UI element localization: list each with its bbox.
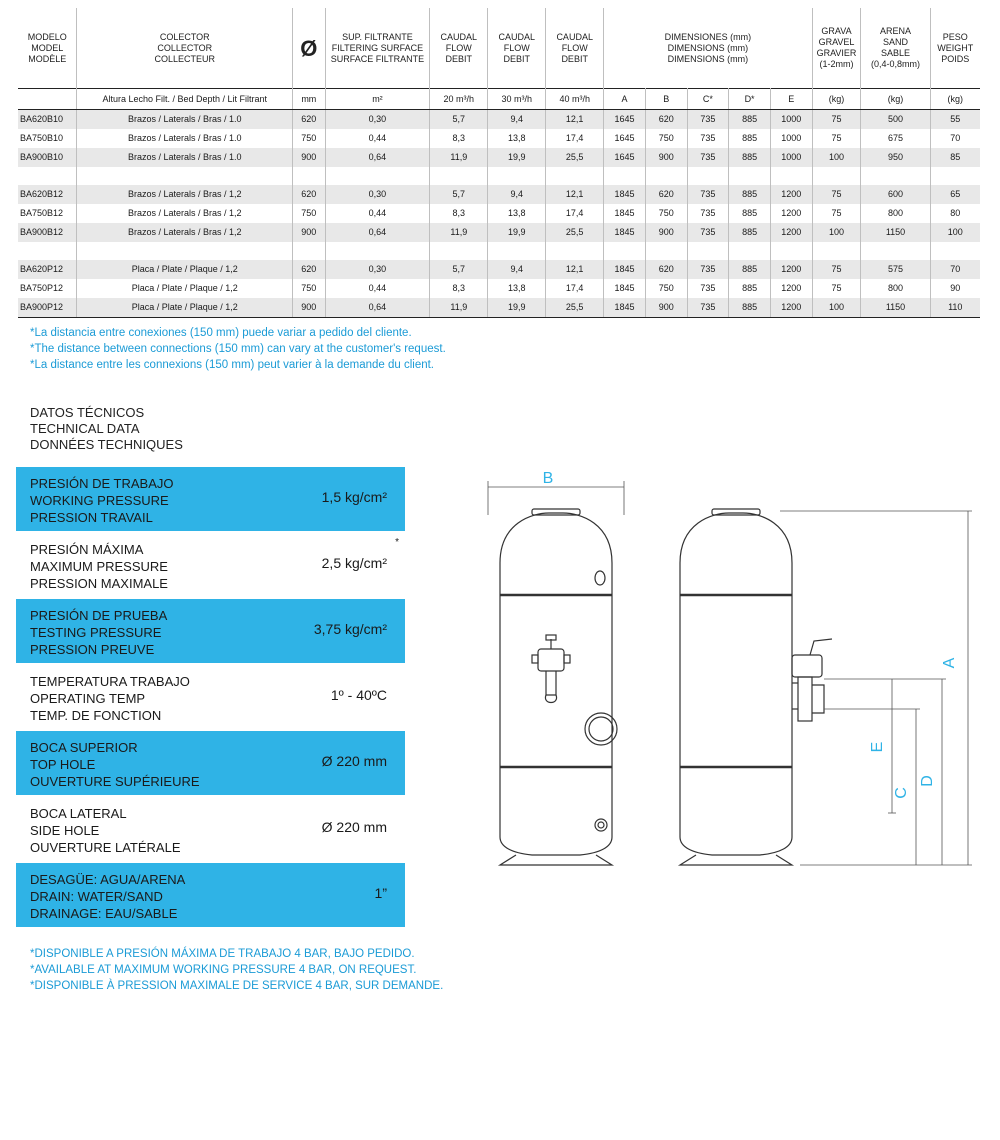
table-cell: 1200 [770, 279, 812, 298]
table-cell: 19,9 [488, 148, 546, 167]
dim-label-d: D [919, 775, 936, 787]
table-cell: 9,4 [488, 185, 546, 204]
column-header-gravel [812, 8, 861, 89]
tech-value: 3,75 kg/cm² [313, 621, 387, 637]
header-line: DIMENSIONS (mm) [667, 53, 749, 64]
header-line: FLOW [445, 42, 472, 53]
tech-value: 1” [374, 885, 387, 901]
tech-value: 1º - 40ºC [330, 687, 387, 703]
unit-cell: D* [729, 89, 771, 110]
tech-value: 2,5 kg/cm² [321, 555, 387, 571]
table-cell: 885 [729, 185, 771, 204]
tech-label: SIDE HOLE [30, 823, 100, 838]
tech-label: PRESSION TRAVAIL [30, 510, 153, 525]
pressure-footnote [30, 946, 443, 994]
table-row [18, 204, 980, 223]
table-cell: Brazos / Laterals / Bras / 1,2 [77, 223, 293, 242]
table-cell: 0,44 [325, 129, 430, 148]
table-cell: 90 [950, 283, 961, 293]
table-cell: 5,7 [430, 260, 488, 279]
unit-cell: (kg) [812, 89, 861, 110]
header-line: DEBIT [561, 53, 588, 64]
table-cell: 1845 [604, 279, 646, 298]
table-cell: 735 [687, 148, 729, 167]
header-line: ARENA [879, 26, 911, 36]
header-line: (0,4-0,8mm) [870, 59, 920, 69]
unit-cell: C* [687, 89, 729, 110]
column-header-flow20 [430, 8, 488, 89]
table-cell: 900 [293, 298, 326, 318]
table-cell: 1200 [770, 298, 812, 318]
header-line: FILTERING SURFACE [331, 42, 424, 53]
table-cell: 110 [930, 298, 980, 318]
tech-label: MAXIMUM PRESSURE [30, 559, 168, 574]
table-cell: 1200 [770, 204, 812, 223]
table-cell: 620 [293, 185, 326, 204]
table-cell: 620 [645, 110, 687, 130]
table-cell: 1845 [604, 204, 646, 223]
table-cell: 500 [861, 110, 930, 130]
table-cell: Brazos / Laterals / Bras / 1.0 [77, 110, 293, 130]
dim-label-a: A [941, 657, 958, 669]
table-cell: 8,3 [430, 204, 488, 223]
table-cell: Placa / Plate / Plaque / 1,2 [77, 298, 293, 318]
table-cell: 885 [729, 260, 771, 279]
header-line: SURFACE FILTRANTE [330, 53, 425, 64]
table-cell: 1845 [604, 260, 646, 279]
tech-label: PRESIÓN MÁXIMA [30, 542, 144, 557]
table-cell: 1200 [770, 260, 812, 279]
table-cell: 13,8 [488, 204, 546, 223]
table-cell: 620 [645, 260, 687, 279]
footnote-es: *DISPONIBLE A PRESIÓN MÁXIMA DE TRABAJO 4 BAR, BAJO PEDIDO. [30, 948, 415, 960]
table-cell: 70 [930, 260, 980, 279]
unit-cell: mm [293, 89, 326, 110]
tech-label: TEMP. DE FONCTION [30, 708, 162, 723]
side-base [680, 855, 792, 865]
unit-cell: (kg) [930, 89, 980, 110]
table-cell: 735 [687, 223, 729, 242]
table-cell: 11,9 [430, 298, 488, 318]
header-line: FLOW [561, 42, 588, 53]
unit-cell: A [604, 89, 646, 110]
header-line: COLLECTEUR [154, 53, 216, 64]
table-cell: BA750B10 [18, 129, 77, 148]
tech-label: PRESIÓN DE TRABAJO [30, 476, 174, 491]
footnote-marker: * [395, 537, 399, 548]
column-header-weight [930, 8, 980, 89]
table-cell: 8,3 [430, 279, 488, 298]
table-cell: 0,44 [325, 279, 430, 298]
tech-label: PRESSION PREUVE [30, 642, 155, 657]
table-cell: 0,64 [325, 223, 430, 242]
title-en: TECHNICAL DATA [30, 421, 140, 436]
table-cell: 0,64 [325, 148, 430, 167]
table-cell: 85 [930, 148, 980, 167]
header-line: DIMENSIONES (mm) [664, 31, 752, 42]
column-header-flow30 [488, 8, 546, 89]
table-cell: 885 [729, 204, 771, 223]
table-cell: 750 [293, 129, 326, 148]
table-cell: 17,4 [546, 279, 604, 298]
tech-label: TOP HOLE [30, 757, 96, 772]
table-cell: 1150 [861, 298, 930, 318]
table-cell: 75 [812, 185, 861, 204]
table-cell: 1200 [770, 185, 812, 204]
table-cell: 735 [687, 185, 729, 204]
table-cell: 900 [645, 223, 687, 242]
table-cell: 1000 [770, 110, 812, 130]
side-tank-body [680, 513, 792, 855]
tech-label: TEMPERATURA TRABAJO [30, 674, 190, 689]
header-line: DEBIT [503, 53, 530, 64]
note-line-en: *The distance between connections (150 mm) can vary at the customer's request. [30, 343, 446, 355]
table-cell: 80 [950, 208, 961, 218]
table-cell: 885 [729, 298, 771, 318]
table-row [18, 279, 980, 298]
table-cell: 17,4 [546, 129, 604, 148]
tech-value: 1,5 kg/cm² [321, 489, 387, 505]
table-cell: Brazos / Laterals / Bras / 1,2 [77, 185, 293, 204]
tech-row [16, 665, 405, 729]
tech-row [16, 599, 405, 663]
unit-cell: 40 m³/h [546, 89, 604, 110]
table-cell: BA750P12 [18, 279, 77, 298]
header-line: MODELO [27, 31, 67, 42]
table-cell: 75 [812, 110, 861, 130]
dim-label-e: E [869, 741, 886, 753]
front-top-port [595, 571, 605, 585]
table-cell: 885 [729, 279, 771, 298]
table-cell: 12,1 [546, 260, 604, 279]
table-cell: 800 [861, 204, 930, 223]
table-cell: 1150 [861, 223, 930, 242]
table-cell: 19,9 [488, 223, 546, 242]
header-line: FLOW [503, 42, 530, 53]
table-cell: 9,4 [488, 110, 546, 130]
header-line: WEIGHT [937, 42, 974, 53]
tech-label: OUVERTURE LATÉRALE [30, 840, 181, 855]
table-cell: 100 [812, 148, 861, 167]
header-line: POIDS [941, 53, 970, 64]
table-row [18, 185, 980, 204]
header-line: CAUDAL [556, 31, 593, 42]
footnote-en: *AVAILABLE AT MAXIMUM WORKING PRESSURE 4 BAR, ON REQUEST. [30, 964, 417, 976]
table-cell: 0,30 [325, 185, 430, 204]
table-header-row [18, 8, 980, 89]
unit-cell: 20 m³/h [430, 89, 488, 110]
tech-label: DRAIN: WATER/SAND [30, 889, 163, 904]
table-cell: 100 [812, 223, 861, 242]
specs-table [18, 8, 980, 318]
technical-data-title [30, 405, 183, 453]
tech-label: WORKING PRESSURE [30, 493, 169, 508]
tech-value: Ø 220 mm [321, 819, 387, 835]
table-cell: 5,7 [430, 110, 488, 130]
note-line-fr: *La distance entre les connexions (150 mm) peut varier à la demande du client. [30, 359, 435, 371]
header-line: GRAVEL [818, 37, 855, 47]
unit-cell: E [770, 89, 812, 110]
column-header-flow40 [546, 8, 604, 89]
front-valve [538, 649, 564, 671]
table-cell: 1645 [604, 148, 646, 167]
dim-label-b: B [542, 470, 554, 487]
table-cell: Brazos / Laterals / Bras / 1.0 [77, 129, 293, 148]
table-cell: 9,4 [488, 260, 546, 279]
unit-cell: B [645, 89, 687, 110]
table-cell: 8,3 [430, 129, 488, 148]
table-cell: Brazos / Laterals / Bras / 1,2 [77, 204, 293, 223]
column-header-model [18, 8, 77, 89]
column-header-dimensions [604, 8, 812, 89]
table-cell: 885 [729, 148, 771, 167]
header-line: MODÈLE [28, 53, 67, 64]
tech-label: PRESIÓN DE PRUEBA [30, 608, 168, 623]
tech-label: OPERATING TEMP [30, 691, 146, 706]
table-cell: 11,9 [430, 223, 488, 242]
tech-row [16, 797, 405, 861]
table-cell: 735 [687, 279, 729, 298]
header-line: MODEL [31, 42, 64, 53]
table-cell: BA900P12 [18, 298, 77, 318]
table-cell: 1845 [604, 223, 646, 242]
table-cell: BA620B10 [18, 110, 77, 130]
table-cell: 885 [729, 129, 771, 148]
table-cell: 735 [687, 260, 729, 279]
table-cell: 25,5 [546, 223, 604, 242]
tech-label: TESTING PRESSURE [30, 625, 162, 640]
unit-cell: 30 m³/h [488, 89, 546, 110]
table-cell: 100 [812, 298, 861, 318]
table-cell: BA620P12 [18, 260, 77, 279]
header-line: COLLECTOR [157, 42, 213, 53]
header-line: SUP. FILTRANTE [342, 31, 413, 42]
header-line: DIMENSIONS (mm) [667, 42, 749, 53]
table-cell: 620 [645, 185, 687, 204]
unit-cell: Altura Lecho Filt. / Bed Depth / Lit Filtrant [77, 89, 293, 110]
tech-label: PRESSION MAXIMALE [30, 576, 168, 591]
table-cell: 13,8 [488, 129, 546, 148]
table-cell: 620 [293, 260, 326, 279]
table-cell: 65 [930, 185, 980, 204]
table-cell: 75 [812, 129, 861, 148]
column-header-collector [77, 8, 293, 89]
table-units-row [18, 89, 980, 110]
table-cell: BA750B12 [18, 204, 77, 223]
column-header-diameter [293, 8, 326, 89]
table-cell: Placa / Plate / Plaque / 1,2 [77, 260, 293, 279]
table-cell: 17,4 [546, 204, 604, 223]
table-cell: 1645 [604, 110, 646, 130]
front-drain [595, 819, 607, 831]
connection-note [30, 325, 730, 373]
unit-cell: (kg) [861, 89, 930, 110]
note-line-es: *La distancia entre conexiones (150 mm) puede variar a pedido del cliente. [30, 327, 412, 339]
table-cell: 1845 [604, 298, 646, 318]
table-cell: Placa / Plate / Plaque / 1,2 [77, 279, 293, 298]
tech-value: Ø 220 mm [321, 753, 387, 769]
header-line: CAUDAL [498, 31, 535, 42]
table-cell: 750 [293, 279, 326, 298]
unit-cell [18, 89, 77, 110]
table-cell: 620 [293, 110, 326, 130]
table-cell: 1645 [604, 129, 646, 148]
tech-row [16, 533, 405, 597]
table-cell: 1000 [770, 148, 812, 167]
table-cell: 12,1 [546, 185, 604, 204]
group-spacer [18, 167, 980, 185]
table-cell: 0,30 [325, 260, 430, 279]
table-cell: 675 [861, 129, 930, 148]
header-line: (1-2mm) [819, 59, 854, 69]
table-cell: 75 [812, 260, 861, 279]
table-cell: 12,1 [546, 110, 604, 130]
tech-label: DRAINAGE: EAU/SABLE [30, 906, 178, 921]
table-cell: 55 [930, 110, 980, 130]
table-cell: 900 [293, 223, 326, 242]
header-line: PESO [942, 31, 968, 42]
tech-label: BOCA SUPERIOR [30, 740, 138, 755]
table-cell: 750 [293, 204, 326, 223]
table-cell: 0,30 [325, 110, 430, 130]
table-cell: BA900B10 [18, 148, 77, 167]
table-row [18, 298, 980, 318]
table-cell: 900 [645, 298, 687, 318]
table-cell: 735 [687, 110, 729, 130]
header-line: SAND [882, 37, 908, 47]
table-cell: 5,7 [430, 185, 488, 204]
header-line: SABLE [880, 48, 910, 58]
table-cell: 11,9 [430, 148, 488, 167]
table-cell: 735 [687, 129, 729, 148]
header-line: COLECTOR [159, 31, 210, 42]
header-line: GRAVIER [816, 48, 857, 58]
unit-cell: m² [325, 89, 430, 110]
table-cell: 1000 [770, 129, 812, 148]
table-cell: 575 [861, 260, 930, 279]
header-line: Ø [300, 35, 318, 61]
title-fr: DONNÉES TECHNIQUES [30, 437, 183, 452]
table-cell: 750 [645, 204, 687, 223]
header-line: GRAVA [821, 26, 852, 36]
table-cell: 19,9 [488, 298, 546, 318]
table-row [18, 110, 980, 130]
table-cell: 25,5 [546, 298, 604, 318]
table-cell: 900 [645, 148, 687, 167]
table-row [18, 223, 980, 242]
table-cell: 75 [812, 279, 861, 298]
column-header-sand [861, 8, 930, 89]
table-cell: 13,8 [488, 279, 546, 298]
dim-label-c: C [893, 787, 910, 799]
table-cell: BA900B12 [18, 223, 77, 242]
table-row [18, 260, 980, 279]
table-cell: 950 [861, 148, 930, 167]
tech-row [16, 731, 405, 795]
footnote-fr: *DISPONIBLE À PRESSION MAXIMALE DE SERVICE 4 BAR, SUR DEMANDE. [30, 980, 444, 992]
table-cell: 1200 [770, 223, 812, 242]
tech-label: BOCA LATERAL [30, 806, 127, 821]
table-cell: 900 [293, 148, 326, 167]
table-row [18, 129, 980, 148]
column-header-surface [325, 8, 430, 89]
table-body [18, 110, 980, 318]
table-row [18, 148, 980, 167]
front-base [500, 855, 612, 865]
header-line: DEBIT [445, 53, 473, 64]
table-cell: 75 [812, 204, 861, 223]
table-cell: 100 [930, 223, 980, 242]
table-cell: 1845 [604, 185, 646, 204]
table-cell: 735 [687, 204, 729, 223]
side-valve [792, 655, 822, 677]
table-cell: 70 [950, 133, 961, 143]
group-spacer [18, 242, 980, 260]
technical-data-list [16, 467, 405, 927]
table-cell: 750 [645, 129, 687, 148]
header-line: CAUDAL [440, 31, 478, 42]
tech-row [16, 467, 405, 531]
table-cell: 750 [645, 279, 687, 298]
table-cell: BA620B12 [18, 185, 77, 204]
tech-label: DESAGÜE: AGUA/ARENA [30, 872, 186, 887]
table-cell: 0,44 [325, 204, 430, 223]
table-cell: 885 [729, 110, 771, 130]
title-es: DATOS TÉCNICOS [30, 405, 145, 420]
table-cell: 735 [687, 298, 729, 318]
table-cell: 600 [861, 185, 930, 204]
table-cell: 25,5 [546, 148, 604, 167]
filter-technical-drawing [480, 465, 980, 870]
tech-label: OUVERTURE SUPÉRIEURE [30, 774, 200, 789]
table-cell: 885 [729, 223, 771, 242]
table-cell: 800 [861, 279, 930, 298]
table-cell: Brazos / Laterals / Bras / 1.0 [77, 148, 293, 167]
tech-row [16, 863, 405, 927]
table-cell: 0,64 [325, 298, 430, 318]
